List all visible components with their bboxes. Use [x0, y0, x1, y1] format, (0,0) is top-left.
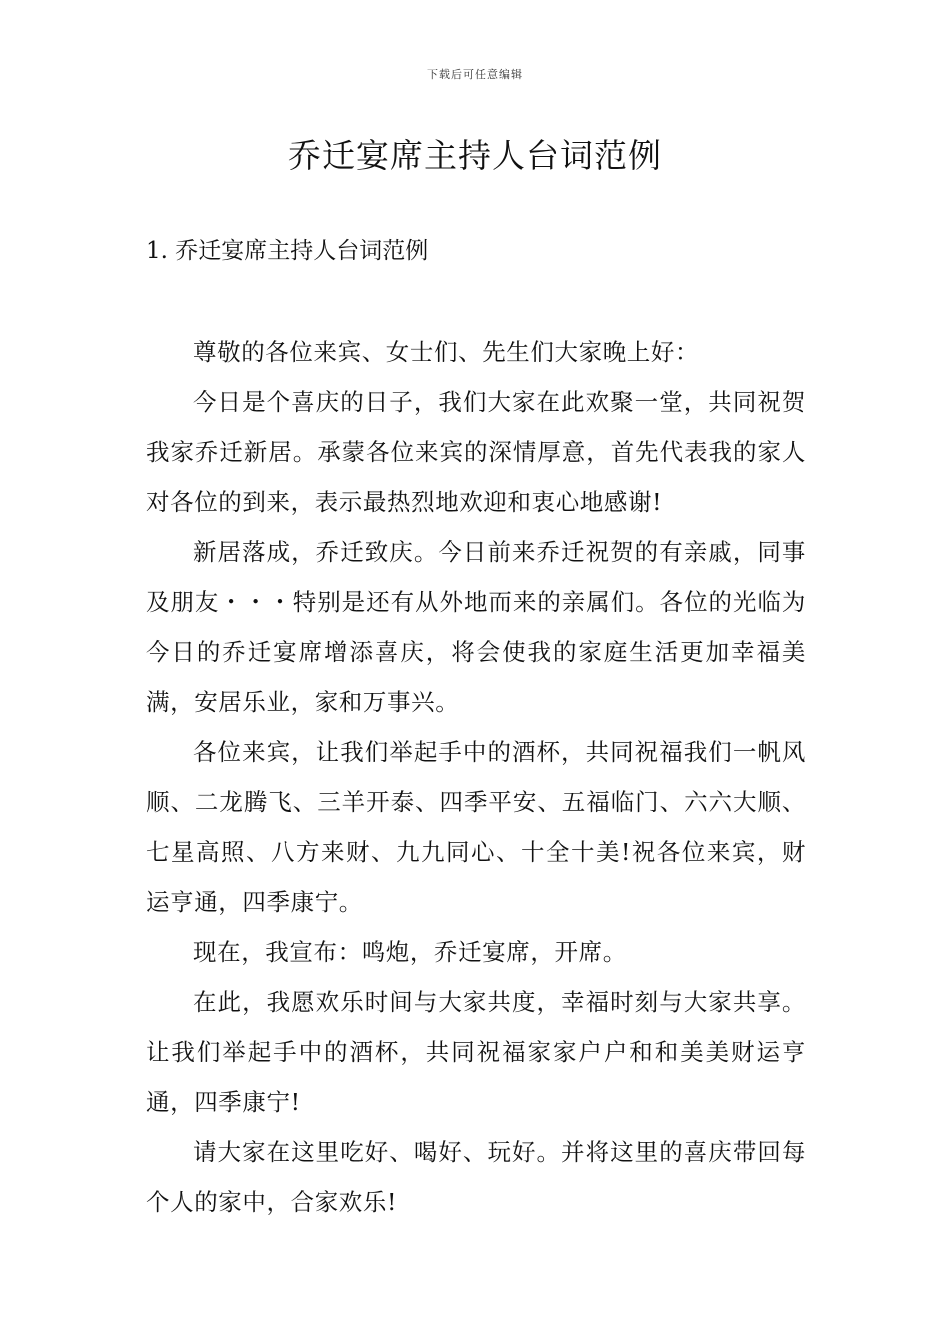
document-title: 乔迁宴席主持人台词范例 [288, 136, 662, 175]
paragraph-guests: 新居落成，乔迁致庆。今日前来乔迁祝贺的有亲戚，同事及朋友・・・特别是还有从外地而来的亲属们。各位的光临为今日的乔迁宴席增添喜庆，将会使我的家庭生活更加幸福美满，安居乐业，家和万事兴。 [146, 538, 806, 716]
paragraph-toast: 各位来宾，让我们举起手中的酒杯，共同祝福我们一帆风顺、二龙腾飞、三羊开泰、四季平安、五福临门、六六大顺、七星高照、八方来财、九九同心、十全十美!祝各位来宾，财运亨通，四季康宁。 [146, 738, 806, 916]
body-text [146, 327, 806, 1227]
paragraph-share: 在此，我愿欢乐时间与大家共度，幸福时刻与大家共享。让我们举起手中的酒杯，共同祝福家家户户和和美美财运亨通，四季康宁! [146, 988, 806, 1116]
paragraph-welcome: 今日是个喜庆的日子，我们大家在此欢聚一堂，共同祝贺我家乔迁新居。承蒙各位来宾的深情厚意，首先代表我的家人对各位的到来，表示最热烈地欢迎和衷心地感谢! [146, 388, 806, 516]
section-heading: 1. 乔迁宴席主持人台词范例 [146, 238, 429, 264]
paragraph-greeting: 尊敬的各位来宾、女士们、先生们大家晚上好： [193, 338, 700, 366]
header-note: 下载后可任意编辑 [427, 68, 523, 81]
paragraph-announcement: 现在，我宣布：鸣炮，乔迁宴席，开席。 [193, 938, 627, 966]
paragraph-closing: 请大家在这里吃好、喝好、玩好。并将这里的喜庆带回每个人的家中，合家欢乐! [146, 1138, 806, 1216]
